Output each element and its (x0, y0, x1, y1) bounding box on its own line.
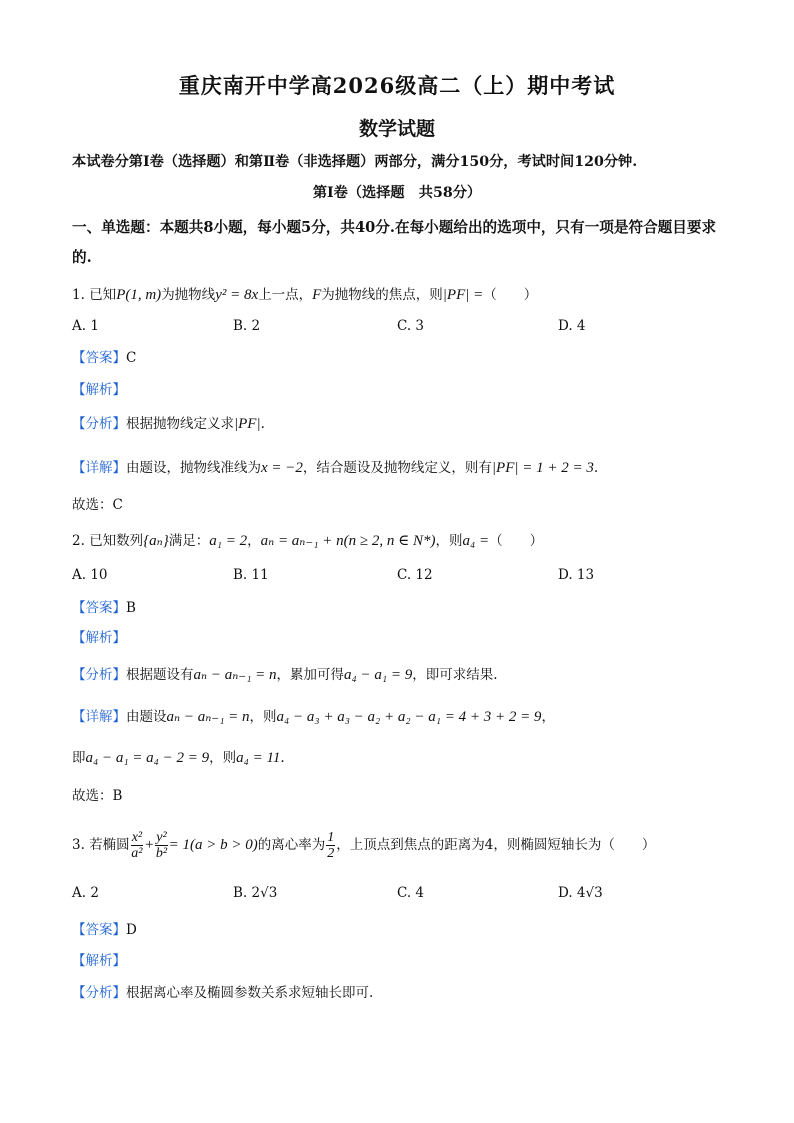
answer-line: 【答案】D (72, 922, 137, 938)
math: P(1, m) (116, 287, 162, 303)
option-b: B. 2 (233, 318, 261, 334)
choice-line: 故选：B (72, 788, 123, 804)
exam-intro: 本试卷分第Ⅰ卷（选择题）和第Ⅱ卷（非选择题）两部分，满分150分，考试时间120分钟. (72, 154, 638, 170)
option-a: A. 2 (72, 885, 99, 901)
analysis-label: 【解析】 (72, 953, 126, 969)
question-3: 3. 若椭圆 $\frac{\text{x²}}{\text{a²}}$ + $\frac{\text{y²}}{\text{b²}}$ = 1(a > b > 0)的离心率为 $\frac{1}{2}$ ，上顶点到焦点的距离为4，则椭圆短轴长为（ ） (72, 830, 656, 861)
option-c: C. 3 (397, 318, 425, 334)
section-heading: 一、单选题：本题共8小题，每小题5分，共40分.在每小题给出的选项中，只有一项是符合题目要求的. (72, 219, 717, 266)
math: |PF| = (442, 287, 484, 303)
xiangjie-line-2: 即a₄ − a₁ = a₄ − 2 = 9，则a₄ = 11. (72, 750, 285, 766)
question-2: 2. 已知数列{aₙ}满足：a₁ = 2，aₙ = aₙ₋₁ + n(n ≥ 2, n ∈ N*)，则a₄ =（ ） (72, 533, 544, 549)
fenxi-line: 【分析】根据离心率及椭圆参数关系求短轴长即可. (72, 985, 374, 1001)
option-d: D. 4√3 (558, 885, 603, 901)
option-b: B. 11 (233, 567, 269, 583)
fraction-e: $\frac{1}{2}$ (327, 830, 335, 861)
analysis-label: 【解析】 (72, 630, 126, 646)
question-number: 1. (72, 287, 85, 303)
answer-line: 【答案】C (72, 350, 137, 366)
option-c: C. 4 (397, 885, 425, 901)
fenxi-line: 【分析】根据题设有aₙ − aₙ₋₁ = n，累加可得a₄ − a₁ = 9，即可求结果. (72, 667, 498, 683)
option-c: C. 12 (397, 567, 433, 583)
exam-subject: 数学试题 (358, 118, 435, 140)
math: y² = 8x (215, 287, 259, 303)
question-number: 3. (72, 837, 85, 853)
option-b: B. 2√3 (233, 885, 278, 901)
fraction-x: $\frac{\text{x²}}{\text{a²}}$ (131, 830, 143, 861)
xiangjie-line: 【详解】由题设aₙ − aₙ₋₁ = n，则a₄ − a₃ + a₃ − a₂ + a₂ − a₁ = 4 + 3 + 2 = 9， (72, 709, 555, 725)
part-heading: 第Ⅰ卷（选择题 共58分） (312, 185, 482, 201)
answer-line: 【答案】B (72, 600, 136, 616)
exam-title: 重庆南开中学高2026级高二（上）期中考试 (178, 73, 616, 98)
option-d: D. 4 (558, 318, 586, 334)
option-a: A. 10 (72, 567, 108, 583)
xiangjie-line: 【详解】由题设，抛物线准线为x = −2，结合题设及抛物线定义，则有|PF| = 1 + 2 = 3. (72, 460, 599, 476)
option-a: A. 1 (72, 318, 99, 334)
choice-line: 故选：C (72, 497, 123, 513)
option-d: D. 13 (558, 567, 595, 583)
question-1: 1. 已知P(1, m)为抛物线y² = 8x上一点，F为抛物线的焦点，则|PF| =（ ） (72, 287, 538, 303)
question-number: 2. (72, 533, 85, 549)
fraction-y: $\frac{\text{y²}}{\text{b²}}$ (155, 830, 168, 861)
math: F (312, 287, 322, 303)
analysis-label: 【解析】 (72, 382, 126, 398)
fenxi-line: 【分析】根据抛物线定义求|PF|. (72, 416, 265, 432)
